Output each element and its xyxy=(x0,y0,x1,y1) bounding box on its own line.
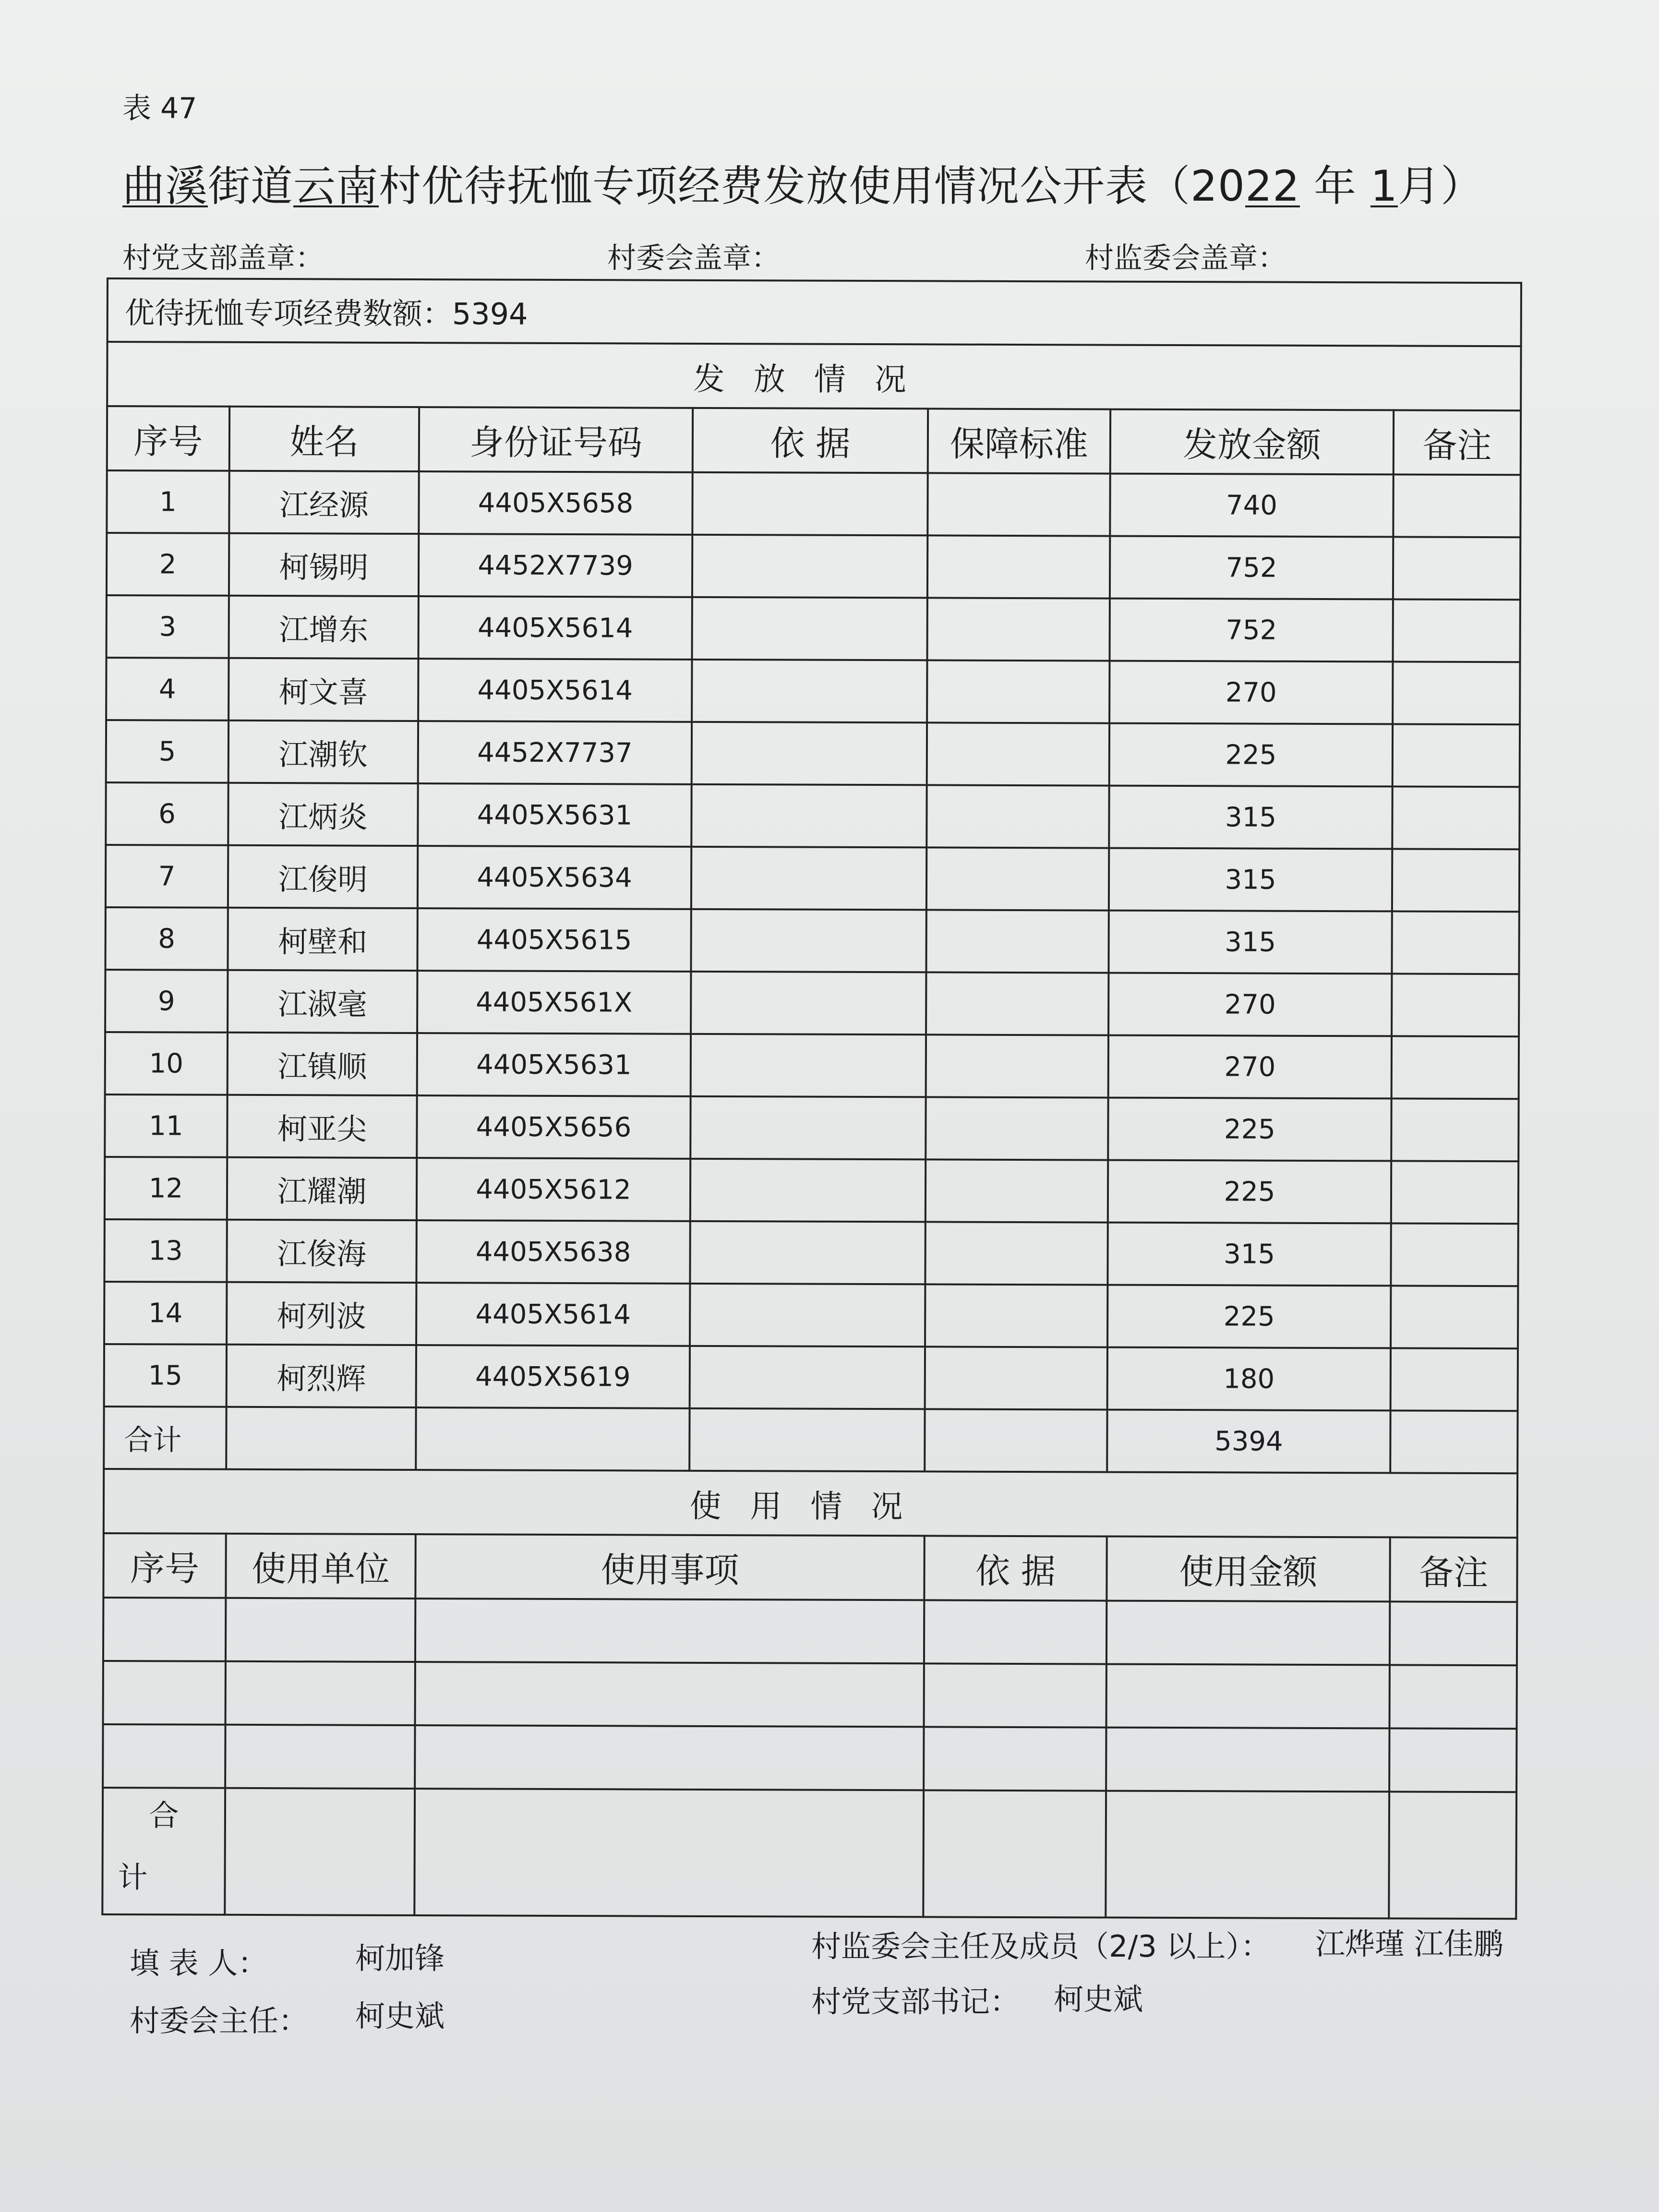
col-header-index: 序号 xyxy=(107,406,229,471)
distribution-row xyxy=(105,970,1519,1036)
distribution-header-row xyxy=(107,406,1521,475)
preparer-label: 填 表 人： xyxy=(130,1946,268,1981)
fund-total-line: 优待抚恤专项经费数额：5394 xyxy=(108,278,1521,346)
table-cell xyxy=(924,1663,1106,1727)
usage-col-index: 序号 xyxy=(103,1533,226,1598)
row-remark xyxy=(1392,974,1519,1036)
table-number: 表 47 xyxy=(122,92,197,125)
table-cell xyxy=(689,1408,925,1472)
row-remark xyxy=(1393,599,1520,662)
row-remark xyxy=(1393,537,1520,600)
row-id-number: 4405X5638 xyxy=(416,1220,690,1284)
distribution-row xyxy=(106,782,1519,849)
party-seal-label: 村党支部盖章： xyxy=(122,241,324,275)
usage-total-label-top: 合 xyxy=(149,1798,179,1833)
row-index: 13 xyxy=(104,1219,227,1282)
col-header-remark: 备注 xyxy=(1394,410,1521,475)
row-amount: 225 xyxy=(1109,723,1393,787)
title-village: 云南 xyxy=(293,161,379,211)
row-amount: 752 xyxy=(1110,599,1393,662)
distribution-row xyxy=(106,658,1520,724)
row-amount: 752 xyxy=(1110,536,1393,600)
row-id-number: 4405X5614 xyxy=(419,596,692,660)
distribution-row xyxy=(107,595,1520,662)
usage-row xyxy=(103,1661,1517,1729)
table-cell xyxy=(1389,1791,1516,1919)
distribution-rows xyxy=(104,470,1521,1411)
supervision-seal-label: 村监委会盖章： xyxy=(1085,241,1286,275)
usage-total-label xyxy=(102,1788,225,1915)
row-amount: 225 xyxy=(1107,1285,1391,1348)
row-name: 江淑毫 xyxy=(228,970,417,1033)
row-remark xyxy=(1392,786,1519,849)
row-index: 3 xyxy=(107,595,229,658)
row-id-number: 4405X5615 xyxy=(417,908,691,972)
table-cell xyxy=(1389,1728,1516,1792)
row-index: 12 xyxy=(105,1157,227,1220)
row-basis xyxy=(691,847,926,910)
row-amount: 270 xyxy=(1108,973,1392,1036)
row-basis xyxy=(691,1034,926,1097)
title-year-label: 年 xyxy=(1300,161,1370,211)
row-remark xyxy=(1392,911,1519,974)
table-cell xyxy=(1390,1410,1517,1473)
distribution-row xyxy=(106,845,1519,912)
table-cell xyxy=(415,1725,924,1790)
row-amount: 270 xyxy=(1108,1035,1392,1099)
row-remark xyxy=(1393,724,1520,787)
usage-total-row xyxy=(102,1788,1516,1919)
row-basis xyxy=(690,1346,925,1409)
row-name: 江俊明 xyxy=(228,845,418,908)
supervision-members-names: 江烨瑾 江佳鹏 xyxy=(1315,1926,1503,1961)
table-cell xyxy=(226,1407,416,1470)
row-amount: 315 xyxy=(1109,786,1392,849)
usage-col-remark: 备注 xyxy=(1390,1537,1517,1602)
row-id-number: 4405X561X xyxy=(417,971,691,1034)
funds-table xyxy=(101,277,1522,1920)
usage-col-unit: 使用单位 xyxy=(226,1534,415,1599)
row-index: 10 xyxy=(105,1032,228,1095)
row-standard xyxy=(925,1222,1107,1285)
row-name: 柯壁和 xyxy=(228,908,417,971)
row-amount: 270 xyxy=(1109,661,1393,724)
row-index: 7 xyxy=(106,845,228,908)
distribution-total-amount: 5394 xyxy=(1107,1410,1390,1473)
row-standard xyxy=(926,785,1109,848)
distribution-row xyxy=(107,533,1520,600)
row-remark xyxy=(1393,661,1520,724)
col-header-basis: 依 据 xyxy=(693,408,928,473)
row-remark xyxy=(1391,1223,1518,1286)
row-amount: 315 xyxy=(1107,1223,1391,1286)
row-standard xyxy=(926,1097,1108,1160)
row-index: 2 xyxy=(107,533,229,596)
committee-seal-label: 村委会盖章： xyxy=(607,241,780,275)
table-cell xyxy=(1106,1601,1390,1665)
chair-name: 柯史斌 xyxy=(355,1998,445,2033)
distribution-total-row xyxy=(104,1407,1517,1473)
supervision-members-label: 村监委会主任及成员（2/3 以上）： xyxy=(811,1929,1271,1964)
distribution-row xyxy=(105,1157,1518,1224)
row-basis xyxy=(692,597,927,661)
row-standard xyxy=(927,473,1110,536)
row-id-number: 4405X5619 xyxy=(416,1345,690,1408)
row-name: 江耀潮 xyxy=(227,1157,417,1220)
row-index: 5 xyxy=(106,720,228,783)
row-name: 柯列波 xyxy=(227,1282,416,1345)
row-name: 江镇顺 xyxy=(228,1033,417,1095)
table-cell xyxy=(1390,1601,1517,1665)
row-remark xyxy=(1392,849,1519,912)
row-basis xyxy=(692,722,927,785)
row-basis xyxy=(691,784,926,848)
usage-header-row xyxy=(103,1533,1517,1602)
title-main: 村优待抚恤专项经费发放使用情况公开表（20 xyxy=(379,161,1246,211)
row-id-number: 4405X5656 xyxy=(417,1095,690,1159)
row-remark xyxy=(1391,1286,1518,1348)
row-remark xyxy=(1391,1161,1518,1224)
row-standard xyxy=(925,1284,1107,1347)
row-remark xyxy=(1392,1036,1519,1099)
row-id-number: 4405X5634 xyxy=(418,846,691,909)
row-name: 江增东 xyxy=(229,596,419,659)
distribution-row xyxy=(104,1219,1518,1286)
table-cell xyxy=(416,1407,689,1471)
party-secretary-name: 柯史斌 xyxy=(1054,1982,1143,2017)
usage-row xyxy=(103,1598,1517,1665)
row-amount: 225 xyxy=(1108,1160,1391,1224)
distribution-row xyxy=(105,907,1519,974)
row-standard xyxy=(926,1159,1108,1222)
table-cell xyxy=(924,1600,1106,1664)
distribution-row xyxy=(105,1032,1519,1099)
table-cell xyxy=(226,1661,415,1725)
row-standard xyxy=(926,972,1108,1035)
row-remark xyxy=(1391,1098,1518,1161)
row-name: 柯亚尖 xyxy=(227,1095,417,1158)
table-cell xyxy=(1106,1791,1389,1919)
title-month: 1 xyxy=(1370,161,1398,211)
row-basis xyxy=(690,1221,925,1285)
row-basis xyxy=(690,1159,926,1222)
row-name: 江俊海 xyxy=(227,1220,416,1283)
party-secretary-label: 村党支部书记： xyxy=(811,1984,1020,2019)
row-id-number: 4405X5631 xyxy=(418,783,691,847)
row-basis xyxy=(692,535,927,598)
row-standard xyxy=(927,535,1110,598)
col-header-name: 姓名 xyxy=(229,407,419,471)
table-cell xyxy=(225,1725,415,1789)
row-index: 9 xyxy=(105,970,228,1033)
row-standard xyxy=(927,722,1109,785)
row-name: 柯锡明 xyxy=(229,533,419,596)
row-amount: 225 xyxy=(1108,1098,1391,1161)
row-basis xyxy=(690,1096,926,1160)
row-basis xyxy=(690,1284,925,1347)
row-id-number: 4452X7739 xyxy=(419,534,692,597)
distribution-row xyxy=(107,470,1520,537)
preparer-name: 柯加锋 xyxy=(355,1941,445,1976)
table-cell xyxy=(924,1727,1106,1791)
table-cell xyxy=(415,1599,924,1663)
row-remark xyxy=(1391,1348,1518,1411)
distribution-section-title: 发放情况 xyxy=(107,342,1521,410)
distribution-row xyxy=(106,720,1520,787)
table-cell xyxy=(925,1409,1107,1472)
usage-total-label-bottom: 计 xyxy=(118,1860,148,1895)
row-standard xyxy=(927,598,1110,661)
row-id-number: 4405X5614 xyxy=(416,1283,690,1346)
row-basis xyxy=(692,472,927,536)
row-basis xyxy=(692,660,927,723)
row-remark xyxy=(1393,474,1520,537)
row-name: 江潮钦 xyxy=(228,721,418,783)
page-title xyxy=(122,153,1483,213)
usage-col-amount: 使用金额 xyxy=(1106,1537,1390,1602)
row-name: 江炳炎 xyxy=(228,783,418,846)
distribution-row xyxy=(105,1094,1518,1161)
title-month-label: 月） xyxy=(1397,161,1483,211)
table-cell xyxy=(1106,1728,1389,1792)
table-cell xyxy=(923,1790,1106,1917)
row-standard xyxy=(925,1346,1107,1409)
row-standard xyxy=(927,660,1109,723)
usage-row xyxy=(103,1724,1516,1792)
row-standard xyxy=(926,910,1108,973)
col-header-amount: 发放金额 xyxy=(1110,409,1394,475)
row-index: 1 xyxy=(107,470,229,533)
row-id-number: 4405X5631 xyxy=(417,1033,691,1096)
title-town: 曲溪 xyxy=(122,161,208,211)
row-index: 6 xyxy=(106,782,228,845)
row-index: 15 xyxy=(104,1344,227,1407)
row-id-number: 4405X5612 xyxy=(417,1158,690,1221)
chair-label: 村委会主任： xyxy=(130,2003,309,2038)
distribution-row xyxy=(104,1282,1518,1348)
row-basis xyxy=(691,909,926,973)
table-cell xyxy=(225,1788,415,1915)
table-cell xyxy=(226,1598,415,1662)
row-basis xyxy=(691,972,926,1035)
row-name: 江经源 xyxy=(229,471,419,534)
row-index: 8 xyxy=(105,907,228,970)
distribution-row xyxy=(104,1344,1518,1411)
row-index: 11 xyxy=(105,1094,227,1157)
title-street: 街道 xyxy=(208,161,294,211)
table-cell xyxy=(103,1661,226,1725)
usage-col-item: 使用事项 xyxy=(415,1534,924,1600)
title-year-suffix: 22 xyxy=(1245,161,1300,211)
usage-section-title: 使用情况 xyxy=(104,1469,1517,1538)
row-name: 柯烈辉 xyxy=(227,1345,416,1407)
table-cell xyxy=(103,1598,226,1661)
table-cell xyxy=(414,1789,924,1917)
row-index: 4 xyxy=(106,658,228,721)
table-cell xyxy=(1106,1664,1390,1729)
row-amount: 740 xyxy=(1110,474,1393,537)
usage-col-basis: 依 据 xyxy=(924,1536,1106,1600)
distribution-total-label: 合计 xyxy=(104,1407,226,1469)
col-header-id: 身份证号码 xyxy=(419,407,693,472)
row-amount: 180 xyxy=(1107,1347,1391,1411)
row-index: 14 xyxy=(104,1282,227,1345)
table-cell xyxy=(103,1724,225,1788)
row-name: 柯文喜 xyxy=(228,658,418,721)
row-id-number: 4405X5614 xyxy=(418,659,692,722)
row-id-number: 4405X5658 xyxy=(419,471,692,535)
row-standard xyxy=(926,847,1109,910)
table-cell xyxy=(1390,1665,1517,1729)
row-amount: 315 xyxy=(1109,848,1392,912)
row-amount: 315 xyxy=(1108,911,1392,974)
row-standard xyxy=(926,1034,1108,1097)
row-id-number: 4452X7737 xyxy=(418,721,692,784)
col-header-standard: 保障标准 xyxy=(928,409,1110,473)
table-cell xyxy=(415,1662,924,1727)
